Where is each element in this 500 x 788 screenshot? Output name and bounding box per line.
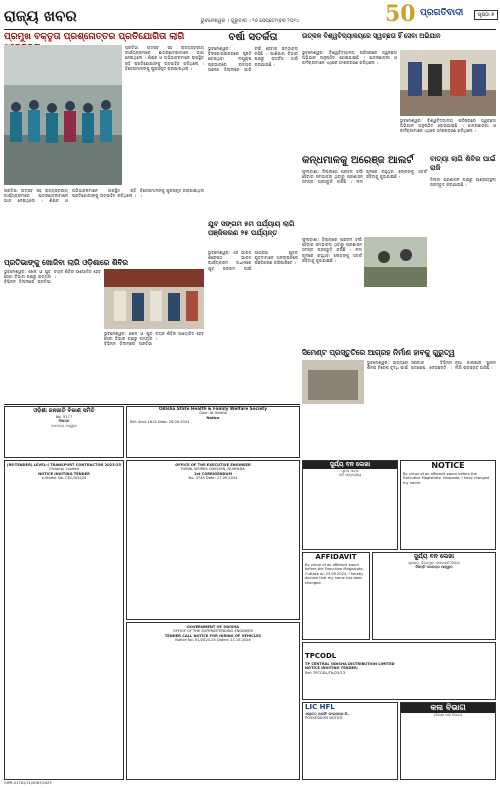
university-headline: ଉତ୍କଳ ବିଶ୍ୱବିଦ୍ୟାଳୟରେ ସ୍ୱଚ୍ଛତା ହିଁ ସେବା ଅଭିଯାନ: [302, 32, 441, 40]
tender1-notice: NOTICE INVITING TENDER: [38, 471, 90, 476]
brand-name: ପ୍ରଗତିବାଦୀ: [420, 8, 464, 18]
rain-headline: ବର୍ଷା ସତର୍କତା: [228, 32, 278, 43]
notice-right-title: NOTICE: [431, 461, 465, 470]
tpcodl-notice: NOTICE INVITING TENDER:: [305, 666, 359, 671]
rdd-corr: 1st CORRIGENDUM: [193, 471, 233, 476]
tpcodl-name: TP CENTRAL ODISHA DISTRIBUTION LIMITED: [305, 662, 395, 666]
recruit-story: [4, 258, 204, 403]
right-short-headline: ବାତ୍ୟା ଲାଗି ଶିବିର ପାଇଁ ରାଜି: [430, 155, 496, 172]
university-photo: [400, 50, 496, 116]
kandhamal-story: [302, 155, 427, 345]
surya-ad: [302, 460, 398, 550]
health-subtitle: Govt. of Odisha: [199, 411, 227, 416]
tender1-sub: (Odisha) Limited: [49, 467, 79, 472]
tender1-ref: e-Tender No. CSC/3/2024: [41, 476, 87, 481]
right-short-story: [430, 155, 496, 305]
kandhamal-headline: କନ୍ଧମାଳକୁ ଅରେଞ୍ଜ ଆଲର୍ଟ: [302, 155, 414, 166]
society-title: ଓଡ଼ିଶା ଜନଜାତି ବିକାଶ ସମିତି: [33, 408, 95, 414]
health-ad: [126, 406, 300, 458]
anniversary-logo: [385, 1, 423, 29]
rain-story: [208, 32, 298, 217]
kandhamal-body-cont: ଫୁଲବାଣୀ: ଜିଲ୍ଲାରେ ପ୍ରବଳ ବର୍ଷା ହେବାର ସମ୍ଭାବନା ଥିବାରୁ ପ୍ରଶାସନ ସମସ୍ତ ପ୍ରସ୍ତୁତି କରିଛି । ନଦୀ କୂଳରେ ରହୁଥିବା ଲୋକଙ୍କୁ ସତର୍କ ରହିବାକୁ କୁହାଯାଇଛି ।: [302, 237, 362, 263]
lead-story: [4, 32, 204, 257]
logo-number: 50: [385, 1, 416, 27]
section-title: ରାଜ୍ୟ ଖବର: [4, 7, 77, 25]
tpcodl-ref: Ref: TPCODL/TN/25/13: [305, 670, 346, 675]
affidavit-ad: [302, 552, 370, 640]
lichfl-ad: [302, 702, 398, 780]
society-ad: [4, 406, 124, 458]
surya-title: ସୁର୍ଯ୍ୟ ବନ ଲେଖା: [303, 461, 397, 469]
right-short-body: ଜିଲ୍ଲା ପ୍ରଶାସନ ପକ୍ଷରୁ ଆଶ୍ରୟସ୍ଥଳୀ ପ୍ରସ୍ତୁତ କରାଯାଉଛି ।: [430, 177, 496, 188]
ads-rule: [4, 404, 300, 405]
section-title-box: [4, 6, 84, 26]
masthead: [0, 0, 500, 30]
notice-right-ad: [400, 460, 496, 550]
health-ref: Ref: Advt-1814 Date: 26.09.2024: [130, 420, 190, 425]
building-story: [302, 348, 496, 458]
recruit-body: ଭୁବନେଶ୍ୱର: ଖେଳ ଓ ଯୁବ ସେବା ବିଭାଗ ପକ୍ଷରୁ ରାଜ୍ୟର ବିଭିନ୍ନ ଜିଲ୍ଲାରେ ପ୍ରତିଭା ଚୟନ ଶିବିର ଆୟୋଜିତ ହେବ ।: [4, 269, 101, 285]
health-title: Odisha State Health & Family Welfare Society: [158, 406, 268, 411]
kala-ad: [400, 702, 496, 780]
mining-ad: [126, 622, 300, 780]
kandhamal-photo: [364, 237, 427, 287]
railway-title: ସୁର୍ଯ୍ୟ ବନ ଲେଖା: [413, 553, 455, 560]
rdd-title: OFFICE OF THE EXECUTIVE ENGINEER: [175, 463, 251, 467]
affidavit-body: By virtue of an affidavit sworn before the Executive Magistrate, Cuttack on 23.09.2024, I hereby declare that my name has been changed.: [305, 563, 364, 585]
railway-sub: ଜୁନାଗଡ଼, ବିଜେପୁର, କଳାହାଣ୍ଡି ଜିଲ୍ଲା: [408, 561, 460, 565]
rdd-ref: No. 3744 Date: 17.09.2024: [188, 476, 238, 481]
youth-story: [208, 220, 298, 350]
rdd-ad: [126, 460, 300, 620]
youth-body: ଭୁବନେଶ୍ୱର: ଏକ ଭାରତ ଶ୍ରେଷ୍ଠ ଭାରତ କାର୍ଯ୍ୟକ୍ରମ ଅଧୀନରେ ଯୁବ ସଙ୍ଗମ ପାଇଁ ଆଗ୍ରହୀ ଯୁବକ ଯୁବତୀମାନେ ଅନଲାଇନରେ ପଞ୍ଜିକରଣ କରିପାରିବେ ।: [208, 250, 298, 271]
building-body: ଭୁବନେଶ୍ୱର: ରାଜ୍ୟରେ ଶିଳ୍ପ ନିବେଶ ବୃଦ୍ଧି ପାଇଁ ସରକାର ବିଭିନ୍ନ ପଦକ୍ଷେପ ନେଉଛନ୍ତି । ନୂଆ କାରଖାନା ସ୍ଥାପନ ଲାଗି ପ୍ରସ୍ତାବ ଆସିଛି ।: [367, 360, 496, 371]
lead-photo: [4, 45, 122, 185]
mining-title: GOVERNMENT OF ODISHA: [186, 625, 240, 629]
notice-right-body: By virtue of an affidavit sworn before the Executive Magistrate, Nuapada, I have changed my name.: [403, 472, 490, 485]
affidavit-title: AFFIDAVIT: [315, 553, 357, 561]
tpcodl-brand: TPCODL: [305, 652, 337, 660]
mining-sub: OFFICE OF THE SUPERINTENDING ENGINEER: [172, 629, 253, 634]
university-story: [302, 32, 496, 152]
dateline: ଭୁବନେଶ୍ୱର । ଗୁରୁବାର । ୨୬ ସେପ୍ଟେମ୍ବର ୨୦୨୪: [200, 18, 300, 24]
tpcodl-ad: [302, 642, 496, 700]
lichfl-sub: POSSESSION NOTICE: [305, 716, 343, 721]
railway-ad: [372, 552, 496, 640]
society-line-2: ବିଜ୍ଞାପନ: [58, 419, 70, 424]
surya-line-1: ସୂଚନା ପତ୍ର: [341, 469, 359, 473]
kandhamal-body: ଫୁଲବାଣୀ: ଜିଲ୍ଲାରେ ପ୍ରବଳ ବର୍ଷା ହେବାର ସମ୍ଭାବନା ଥିବାରୁ ପ୍ରଶାସନ ସମସ୍ତ ପ୍ରସ୍ତୁତି କରିଛି । ନଦୀ କୂଳରେ ରହୁଥିବା ଲୋକଙ୍କୁ ସତର୍କ ରହିବାକୁ କୁହାଯାଇଛି ।: [302, 169, 427, 185]
recruit-body-cont: ଭୁବନେଶ୍ୱର: ଖେଳ ଓ ଯୁବ ସେବା ବିଭାଗ ପକ୍ଷରୁ ରାଜ୍ୟର ବିଭିନ୍ନ ଜିଲ୍ଲାରେ ପ୍ରତିଭା ଚୟନ ଶିବିର ଆୟୋଜିତ ହେବ ।: [104, 331, 204, 347]
masthead-rule: [4, 29, 496, 30]
page-number: ପୃଷ୍ଠା ୭: [474, 10, 498, 20]
mining-notice: TENDER CALL NOTICE FOR HIRING OF VEHICLES: [164, 633, 262, 638]
kala-title: କଳା ବିଭାଗ: [401, 703, 495, 713]
footer-code: OIPR-01761/11/0067/2425: [4, 781, 52, 785]
tender1-ad: [4, 460, 124, 780]
society-line-3: ଦରପତ୍ର ଆହ୍ୱାନ: [51, 423, 77, 428]
university-body: ଭୁବନେଶ୍ୱର: ବିଶ୍ୱବିଦ୍ୟାଳୟ ପରିସରରେ ସ୍ୱଚ୍ଛତା ଅଭିଯାନ ଅନୁଷ୍ଠିତ ହୋଇଯାଇଛି । ଛାତ୍ରଛାତ୍ରୀ ଓ କର୍ମଚାରୀମାନେ ଏଥିରେ ଅଂଶଗ୍ରହଣ କରିଥିଲେ ।: [302, 50, 397, 66]
mining-ref: Notice No. 01/2024-25 Dated: 21.10.2024: [175, 638, 251, 643]
youth-headline: ଯୁବ ସଙ୍ଗମ ୫ମ ପର୍ଯ୍ୟାୟ ଲାଗି ପଞ୍ଜିକରଣ ୨୫ ପର୍ଯ୍ୟନ୍ତ: [208, 220, 295, 237]
railway-body: ବିଜ୍ଞପ୍ତି ଦରପତ୍ର ଆହ୍ୱାନ: [415, 565, 453, 570]
lead-body: ପ୍ରତିଭା ଉତ୍ସବ ସହ ରାଜ୍ୟସ୍ତରୀୟ କାର୍ଯ୍ୟକ୍ରମରେ ଛାତ୍ରଛାତ୍ରୀମାନେ ଭାଗ ନେଇଥିଲେ । ଶିକ୍ଷକ ଓ ଅଭିଭାବକମାନେ ଉପସ୍ଥିତ ରହି ପ୍ରତିଯୋଗୀଙ୍କୁ ଉତ୍ସାହିତ କରିଥିଲେ । ବିଜେତାମାନଙ୍କୁ ପୁରସ୍କୃତ କରାଯାଇଥିଲା ।: [125, 45, 204, 71]
kala-sub: (ଜିଲ୍ଲା କଳା ବିଭାଗ): [433, 713, 463, 717]
tender1-title: (RE-TENDER) LEVEL-I TRANSPORT CONTRACTOR 2023-25: [6, 463, 122, 467]
rdd-sub: RURAL WORKS DIVISION, NUAPADA: [181, 467, 245, 472]
university-body-cont: ଭୁବନେଶ୍ୱର: ବିଶ୍ୱବିଦ୍ୟାଳୟ ପରିସରରେ ସ୍ୱଚ୍ଛତା ଅଭିଯାନ ଅନୁଷ୍ଠିତ ହୋଇଯାଇଛି । ଛାତ୍ରଛାତ୍ରୀ ଓ କର୍ମଚାରୀମାନେ ଏଥିରେ ଅଂଶଗ୍ରହଣ କରିଥିଲେ ।: [400, 118, 496, 134]
surya-line-2: ଜମି ସମ୍ବନ୍ଧୀୟ: [338, 473, 362, 478]
lead-body-cont: ପ୍ରତିଭା ଉତ୍ସବ ସହ ରାଜ୍ୟସ୍ତରୀୟ କାର୍ଯ୍ୟକ୍ରମରେ ଛାତ୍ରଛାତ୍ରୀମାନେ ଭାଗ ନେଇଥିଲେ । ଶିକ୍ଷକ ଓ ଅଭିଭାବକମାନେ ଉପସ୍ଥିତ ରହି ପ୍ରତିଯୋଗୀଙ୍କୁ ଉତ୍ସାହିତ କରିଥିଲେ । ବିଜେତାମାନଙ୍କୁ ପୁରସ୍କୃତ କରାଯାଇଥିଲା ।: [4, 188, 204, 204]
building-headline: ସିମେଣ୍ଟ ପ୍ରସ୍ତୁତିରେ ଆଗ୍ରହ ନିର୍ମାଣ ହାବକୁ ଗୁରୁତ୍ୱ: [302, 348, 455, 357]
rain-body: ଭୁବନେଶ୍ୱର: ବଙ୍ଗୋପସାଗରରେ ସୃଷ୍ଟି ହୋଇଥିବା ଲଘୁଚାପ ପ୍ରଭାବରେ ରାଜ୍ୟର ଅନେକ ଜିଲ୍ଲାରେ ଭାରି ବର୍ଷା ହେବାର ସମ୍ଭାବନା ରହିଛି । ପାଣିପାଗ ବିଭାଗ ପକ୍ଷରୁ ସତର୍କତା ଜାରି କରାଯାଇଛି ।: [208, 46, 298, 72]
lead-headline: ପ୍ରମୁଖ ବକ୍ତୃତା ପ୍ରଶ୍ନୋତ୍ତର ପ୍ରତିଯୋଗିତା ଲାଗି: [4, 32, 185, 42]
society-line-1: No. 5177: [55, 415, 73, 419]
recruit-headline: ପ୍ରତିଭାଙ୍କୁ ଖୋଜିବା ଲାଗି ଓଡ଼ିଶାରେ ଶିବିର: [4, 258, 128, 267]
lichfl-title: ଏସ୍ଟେଟ୍ ହାଉସିଂ ଫାଇନାନ୍ସ ଲି.: [305, 712, 350, 716]
building-photo: [302, 360, 364, 404]
lichfl-brand: LIC HFL: [305, 703, 335, 711]
health-notice: Notice: [206, 415, 220, 420]
recruit-photo: [104, 269, 204, 329]
